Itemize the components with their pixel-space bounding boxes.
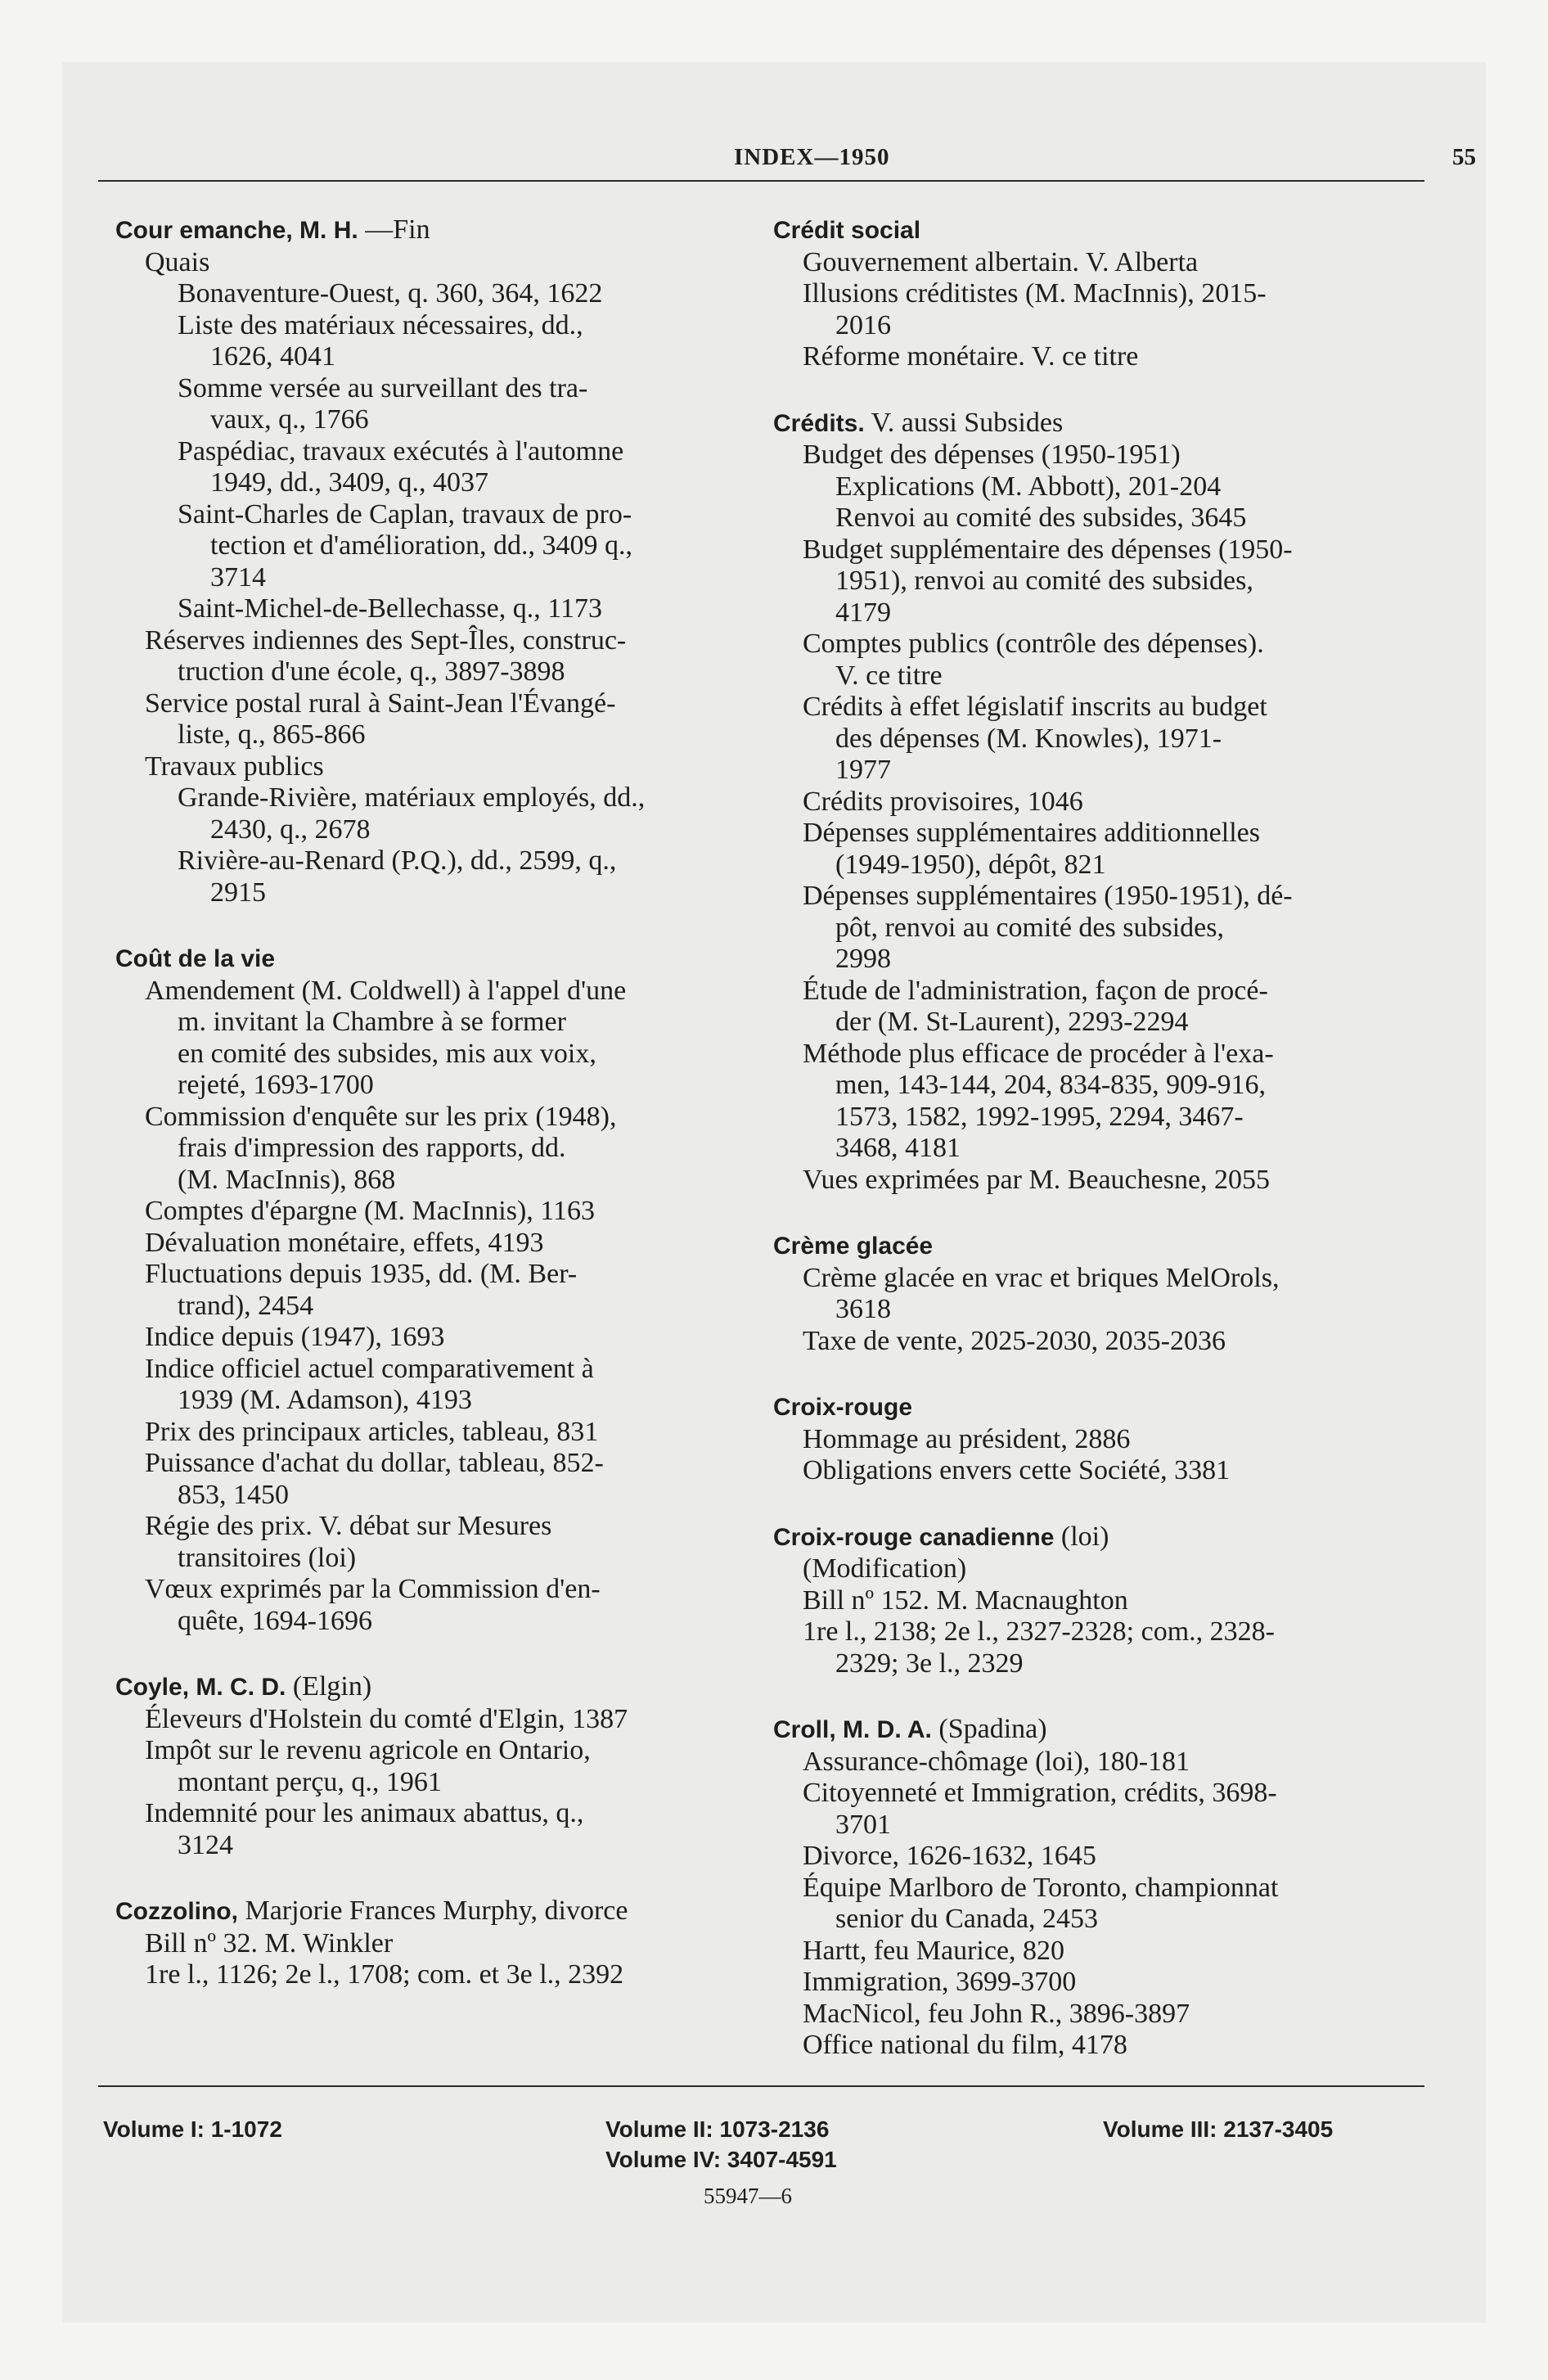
subitem-continuation: (M. MacInnis), 868 <box>178 1164 396 1195</box>
subitem-text: Bill nº 152. M. Macnaughton <box>803 1584 1128 1616</box>
entry-heading-note: (Spadina) <box>931 1714 1047 1744</box>
nested-subitem-text: Explications (M. Abbott), 201-204 <box>835 471 1222 502</box>
entry-subitem <box>115 1259 754 1322</box>
entry-heading <box>773 1230 1411 1263</box>
subitem-text: Étude de l'administration, façon de procé- <box>803 975 1268 1006</box>
subitem-text: Vœux exprimés par la Commission d'en- <box>145 1574 601 1604</box>
nested-subitem <box>773 503 1411 534</box>
entry-subitem <box>115 1798 754 1861</box>
entry-heading-name: Crédit social <box>773 217 921 244</box>
subitem-text: Amendement (M. Coldwell) à l'appel d'une <box>145 975 627 1006</box>
entry-subitem <box>773 1455 1411 1487</box>
entry-heading <box>115 1671 754 1704</box>
index-entry <box>115 1895 754 1991</box>
entry-heading <box>773 408 1411 440</box>
entry-subitem <box>773 818 1411 881</box>
subitem-text: Illusions créditistes (M. MacInnis), 2015- <box>803 278 1267 309</box>
entry-subitem <box>773 1616 1411 1679</box>
subitem-continuation: 4179 <box>835 597 891 628</box>
subitem-continuation: 3468, 4181 <box>835 1133 961 1163</box>
right-column <box>773 214 1411 2062</box>
subitem-text: Vues exprimées par M. Beauchesne, 2055 <box>803 1164 1271 1195</box>
subitem-text: Crème glacée en vrac et briques MelOrols, <box>803 1262 1280 1293</box>
subitem-continuation: der (M. St-Laurent), 2293-2294 <box>835 1007 1189 1037</box>
volume-2-label: Volume II: 1073-2136 <box>605 2116 830 2142</box>
nested-subitem-text: Liste des matériaux nécessaires, dd., <box>178 309 583 340</box>
subitem-text: (Modification) <box>803 1553 967 1584</box>
index-entry <box>773 214 1411 373</box>
subitem-text: MacNicol, feu John R., 3896-3897 <box>803 1998 1190 2029</box>
entry-subitem <box>773 1165 1411 1197</box>
subitem-text: Dépenses supplémentaires additionnelles <box>803 818 1260 848</box>
entry-heading-note: V. aussi Subsides <box>864 407 1064 438</box>
subitem-text: Office national du film, 4178 <box>803 2030 1127 2060</box>
subitem-text: Assurance-chômage (loi), 180-181 <box>803 1746 1190 1777</box>
subitem-continuation: 1977 <box>835 755 891 785</box>
subitem-text: Citoyenneté et Immigration, crédits, 3698- <box>803 1778 1277 1808</box>
subitem-text: Budget supplémentaire des dépenses (1950- <box>803 534 1293 565</box>
nested-subitem-continuation: 2915 <box>210 877 266 908</box>
index-entry <box>773 1391 1411 1487</box>
entry-heading-name: Crédits. <box>773 409 865 437</box>
subitem-text: Réserves indiennes des Sept-Îles, construc- <box>145 624 627 656</box>
subitem-text: Hartt, feu Maurice, 820 <box>803 1935 1065 1966</box>
entry-subitem <box>115 1959 754 1991</box>
subitem-text: Fluctuations depuis 1935, dd. (M. Ber- <box>145 1259 578 1289</box>
entry-heading-name: Croll, M. D. A. <box>773 1716 932 1743</box>
index-entry <box>115 1671 754 1861</box>
subitem-continuation: 1573, 1582, 1992-1995, 2294, 3467- <box>835 1101 1244 1132</box>
subitem-text: Éleveurs d'Holstein du comté d'Elgin, 1387 <box>145 1703 628 1734</box>
entry-subitem <box>115 1704 754 1736</box>
entry-subitem <box>115 1322 754 1354</box>
entry-heading-note: Marjorie Frances Murphy, divorce <box>237 1895 628 1926</box>
subitem-text: Impôt sur le revenu agricole en Ontario, <box>145 1735 591 1765</box>
nested-subitem-text: Somme versée au surveillant des tra- <box>178 372 588 403</box>
subitem-text: Crédits provisoires, 1046 <box>803 786 1083 817</box>
subitem-text: Immigration, 3699-3700 <box>803 1967 1077 1997</box>
left-column <box>115 214 754 1991</box>
subitem-continuation: 1951), renvoi au comité des subsides, <box>835 566 1253 596</box>
entry-subitem <box>773 1999 1411 2031</box>
entry-subitem <box>773 534 1411 629</box>
nested-subitem <box>115 278 754 310</box>
entry-subitem <box>773 1263 1411 1326</box>
nested-subitem <box>115 373 754 436</box>
entry-heading <box>773 214 1411 247</box>
subitem-text: Régie des prix. V. débat sur Mesures <box>145 1511 552 1541</box>
entry-heading-note: (loi) <box>1054 1521 1109 1552</box>
subitem-text: 1re l., 2138; 2e l., 2327-2328; com., 2328- <box>803 1616 1275 1647</box>
subitem-text: Hommage au président, 2886 <box>803 1423 1131 1454</box>
entry-subitem <box>115 1417 754 1449</box>
entry-subitem <box>115 751 754 783</box>
entry-heading <box>773 1521 1411 1554</box>
nested-subitem <box>115 593 754 625</box>
entry-subitem <box>773 278 1411 341</box>
entry-heading <box>773 1391 1411 1424</box>
entry-subitem <box>773 1873 1411 1936</box>
entry-subitem <box>115 1102 754 1197</box>
subitem-text: Crédits à effet législatif inscrits au budget <box>803 692 1267 722</box>
subitem-continuation: 3124 <box>178 1829 233 1860</box>
entry-subitem <box>773 1326 1411 1358</box>
entry-subitem <box>773 2030 1411 2062</box>
nested-subitem-text: Renvoi au comité des subsides, 3645 <box>835 503 1247 533</box>
entry-subitem <box>773 692 1411 787</box>
footer-rule <box>98 2085 1424 2087</box>
entry-heading <box>115 1895 754 1928</box>
nested-subitem-continuation: 1949, dd., 3409, q., 4037 <box>210 467 488 498</box>
entry-subitem <box>773 1747 1411 1778</box>
nested-subitem-continuation: tection et d'amélioration, dd., 3409 q., <box>210 530 633 561</box>
entry-subitem <box>115 976 754 1102</box>
nested-subitem-text: Grande-Rivière, matériaux employés, dd., <box>178 782 646 813</box>
subitem-text: Taxe de vente, 2025-2030, 2035-2036 <box>803 1325 1226 1356</box>
nested-subitem <box>115 499 754 594</box>
entry-subitem <box>115 1735 754 1798</box>
subitem-text: Comptes d'épargne (M. MacInnis), 1163 <box>145 1196 596 1226</box>
subitem-continuation: des dépenses (M. Knowles), 1971- <box>835 723 1222 754</box>
entry-subitem <box>773 341 1411 373</box>
subitem-continuation: quête, 1694-1696 <box>178 1605 372 1636</box>
subitem-text: Indice depuis (1947), 1693 <box>145 1322 445 1352</box>
entry-heading <box>115 943 754 976</box>
entry-subitem <box>773 1553 1411 1585</box>
entry-subitem <box>773 1039 1411 1165</box>
subitem-continuation: pôt, renvoi au comité des subsides, <box>835 912 1224 943</box>
index-entry <box>773 1521 1411 1680</box>
entry-subitem <box>773 247 1411 279</box>
nested-subitem-text: Bonaventure-Ouest, q. 360, 364, 1622 <box>178 278 603 309</box>
nested-subitem-text: Saint-Charles de Caplan, travaux de pro- <box>178 498 632 530</box>
subitem-text: Méthode plus efficace de procéder à l'exa- <box>803 1038 1274 1069</box>
entry-subitem <box>773 1841 1411 1873</box>
subitem-continuation: 3618 <box>835 1294 891 1324</box>
entry-heading-name: Croix-rouge canadienne <box>773 1523 1055 1551</box>
nested-subitem <box>115 310 754 373</box>
subitem-continuation: men, 143-144, 204, 834-835, 909-916, <box>835 1070 1267 1100</box>
entry-subitem <box>115 1511 754 1574</box>
entry-heading-name: Crème glacée <box>773 1233 934 1260</box>
subitem-continuation: 3701 <box>835 1809 891 1840</box>
entry-heading-name: Cour emanche, M. H. <box>115 217 358 244</box>
subitem-text: Prix des principaux articles, tableau, 831 <box>145 1416 599 1447</box>
index-entry <box>773 1714 1411 2062</box>
subitem-continuation: 1939 (M. Adamson), 4193 <box>178 1385 472 1415</box>
entry-subitem <box>115 1448 754 1511</box>
nested-subitem <box>115 436 754 499</box>
entry-subitem <box>773 1585 1411 1617</box>
entry-subitem <box>773 881 1411 976</box>
nested-subitem <box>115 782 754 845</box>
subitem-text: Indice officiel actuel comparativement à <box>145 1353 594 1384</box>
page-number: 55 <box>1452 144 1476 170</box>
entry-subitem <box>773 976 1411 1039</box>
page-header <box>112 144 1487 185</box>
subitem-continuation: (1949-1950), dépôt, 821 <box>835 849 1106 880</box>
header-rule <box>98 180 1424 182</box>
subitem-text: Bill nº 32. M. Winkler <box>145 1927 394 1959</box>
entry-subitem <box>115 1574 754 1637</box>
nested-subitem-text: Rivière-au-Renard (P.Q.), dd., 2599, q., <box>178 845 617 876</box>
entry-subitem <box>115 1228 754 1260</box>
subitem-continuation: 2329; 3e l., 2329 <box>835 1648 1024 1679</box>
subitem-text: Travaux publics <box>145 751 324 782</box>
entry-subitem <box>773 1967 1411 1999</box>
subitem-continuation: rejeté, 1693-1700 <box>178 1070 374 1100</box>
subitem-text: Dépenses supplémentaires (1950-1951), dé- <box>803 881 1293 911</box>
entry-subitem <box>773 1424 1411 1456</box>
nested-subitem <box>115 845 754 908</box>
page-code: 55947—6 <box>704 2184 792 2208</box>
nested-subitem-continuation: 2430, q., 2678 <box>210 814 371 845</box>
entry-heading-name: Croix-rouge <box>773 1394 913 1421</box>
nested-subitem <box>773 471 1411 503</box>
entry-subitem <box>115 1928 754 1960</box>
entry-heading-name: Coyle, M. C. D. <box>115 1674 286 1701</box>
volume-3-label: Volume III: 2137-3405 <box>1103 2116 1334 2142</box>
index-entry <box>115 214 754 908</box>
volume-4-label: Volume IV: 3407-4591 <box>605 2147 837 2172</box>
entry-subitem <box>115 247 754 279</box>
index-entry <box>773 408 1411 1197</box>
subitem-text: Budget des dépenses (1950-1951) <box>803 439 1181 470</box>
subitem-continuation: transitoires (loi) <box>178 1542 357 1573</box>
entry-heading <box>773 1714 1411 1747</box>
subitem-continuation: senior du Canada, 2453 <box>835 1904 1099 1934</box>
subitem-continuation: 853, 1450 <box>178 1479 289 1510</box>
entry-heading-name: Coût de la vie <box>115 945 276 972</box>
entry-subitem <box>773 787 1411 818</box>
subitem-text: Réforme monétaire. V. ce titre <box>803 341 1139 372</box>
subitem-text: Indemnité pour les animaux abattus, q., <box>145 1798 584 1828</box>
nested-subitem-text: Paspédiac, travaux exécutés à l'automne <box>178 435 624 467</box>
index-entry <box>115 943 754 1637</box>
subitem-text: Service postal rural à Saint-Jean l'Évangé- <box>145 687 616 719</box>
entry-heading-note: —Fin <box>358 214 430 245</box>
entry-heading-name: Cozzolino, <box>115 1898 238 1925</box>
subitem-continuation: truction d'une école, q., 3897-3898 <box>178 656 565 687</box>
entry-heading <box>115 214 754 247</box>
subitem-text: Quais <box>145 246 210 277</box>
nested-subitem-continuation: 3714 <box>210 561 266 593</box>
subitem-continuation: liste, q., 865-866 <box>178 719 366 750</box>
subitem-text: Commission d'enquête sur les prix (1948), <box>145 1101 617 1132</box>
entry-subitem <box>773 1778 1411 1841</box>
entry-subitem <box>773 1936 1411 1968</box>
entry-subitem <box>115 625 754 688</box>
index-title: INDEX—1950 <box>734 144 890 170</box>
subitem-continuation: frais d'impression des rapports, dd. <box>178 1133 566 1163</box>
subitem-text: Équipe Marlboro de Toronto, championnat <box>803 1872 1279 1903</box>
entry-subitem <box>773 439 1411 471</box>
subitem-text: 1re l., 1126; 2e l., 1708; com. et 3e l., 2392 <box>145 1959 624 1990</box>
nested-subitem-continuation: 1626, 4041 <box>210 341 335 372</box>
subitem-text: Puissance d'achat du dollar, tableau, 852- <box>145 1448 604 1478</box>
subitem-continuation: montant perçu, q., 1961 <box>178 1766 442 1797</box>
nested-subitem-continuation: vaux, q., 1766 <box>210 404 369 435</box>
subitem-text: Dévaluation monétaire, effets, 4193 <box>145 1227 544 1258</box>
subitem-continuation: en comité des subsides, mis aux voix, <box>178 1038 596 1069</box>
entry-subitem <box>115 1354 754 1417</box>
subitem-continuation: V. ce titre <box>835 660 943 691</box>
subitem-text: Gouvernement albertain. V. Alberta <box>803 246 1199 277</box>
volume-1-label: Volume I: 1-1072 <box>103 2116 282 2142</box>
subitem-text: Obligations envers cette Société, 3381 <box>803 1455 1231 1485</box>
entry-subitem <box>115 1196 754 1228</box>
entry-subitem <box>773 629 1411 692</box>
entry-heading-note: (Elgin) <box>286 1671 372 1702</box>
subitem-text: Comptes publics (contrôle des dépenses). <box>803 629 1264 659</box>
subitem-continuation: 2016 <box>835 309 891 340</box>
index-entry <box>773 1230 1411 1357</box>
subitem-continuation: trand), 2454 <box>178 1290 314 1321</box>
subitem-continuation: 2998 <box>835 944 891 974</box>
subitem-continuation: m. invitant la Chambre à se former <box>178 1007 566 1037</box>
entry-subitem <box>115 688 754 751</box>
nested-subitem-text: Saint-Michel-de-Bellechasse, q., 1173 <box>178 593 602 624</box>
subitem-text: Divorce, 1626-1632, 1645 <box>803 1841 1096 1871</box>
